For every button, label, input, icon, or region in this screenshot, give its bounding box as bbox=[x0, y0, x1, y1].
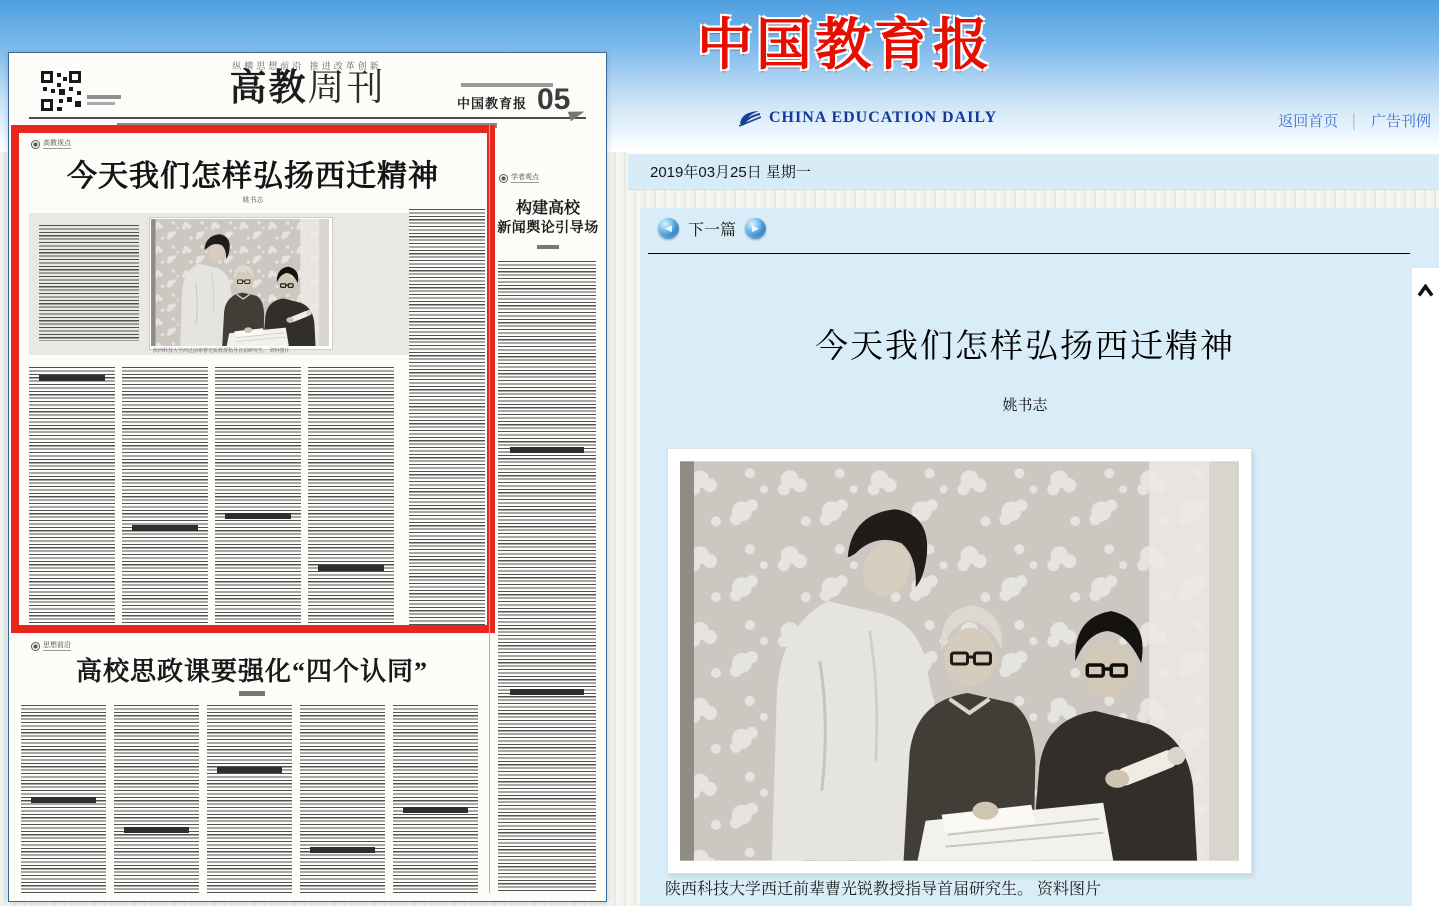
article-photo bbox=[667, 448, 1252, 874]
text-column bbox=[409, 209, 485, 625]
link-separator: │ bbox=[1350, 112, 1359, 129]
qr-caption-line2 bbox=[87, 102, 115, 105]
column-subhead bbox=[510, 447, 584, 453]
column-subhead bbox=[217, 767, 282, 773]
column-subhead bbox=[31, 797, 96, 803]
side-article-headline-line2: 新闻舆论引导场 bbox=[497, 221, 599, 236]
text-column bbox=[215, 367, 301, 625]
article-panel bbox=[640, 208, 1439, 906]
text-column bbox=[114, 705, 199, 893]
second-article-author-line bbox=[239, 691, 265, 696]
column-tag bbox=[31, 139, 71, 149]
article-photo-caption: 陕西科技大学西迁前辈曹光锐教授指导首届研究生。 资料图片 bbox=[665, 881, 1102, 898]
qr-code bbox=[39, 69, 83, 113]
date-bar bbox=[628, 152, 1439, 190]
article-title: 今天我们怎样弘扬西迁精神 bbox=[815, 329, 1235, 365]
column-tag-icon bbox=[31, 642, 40, 651]
site-logo-chinese: 中国教育报 bbox=[697, 15, 992, 77]
edition-logo: 中国教育报 bbox=[457, 96, 528, 111]
side-article-author-line bbox=[537, 245, 559, 249]
column-subhead bbox=[124, 827, 189, 833]
masthead-title-bold: 高教 bbox=[229, 67, 308, 108]
masthead-rule bbox=[29, 117, 586, 119]
column-tag-icon bbox=[499, 174, 508, 183]
column-tag bbox=[499, 173, 539, 183]
masthead-title-light: 周刊 bbox=[307, 67, 386, 108]
site-logo-english: CHINA EDUCATION DAILY bbox=[769, 109, 998, 126]
newspaper-page[interactable] bbox=[8, 52, 607, 902]
right-edge-strip bbox=[1412, 268, 1439, 906]
column-subhead bbox=[225, 513, 290, 519]
newspaper-photo bbox=[149, 217, 333, 350]
newspaper-photo-caption: 陕西科技大学西迁前辈曹光锐教授指导首届研究生。 资料图片 bbox=[153, 348, 290, 354]
article-nav bbox=[658, 217, 766, 240]
lead-text-column bbox=[39, 225, 139, 341]
column-tag-label: 学者观点 bbox=[511, 173, 539, 183]
column-subhead bbox=[39, 375, 104, 381]
article-author: 姚书志 bbox=[1002, 398, 1048, 414]
column-tag bbox=[31, 641, 71, 651]
side-article-headline-line1: 构建高校 bbox=[515, 200, 580, 217]
column-subhead bbox=[310, 847, 375, 853]
nav-divider-line bbox=[648, 253, 1410, 254]
scroll-top-icon[interactable] bbox=[1417, 284, 1434, 297]
masthead-kicker: 纵横思想前沿 推进改革创新 bbox=[232, 61, 382, 71]
header-links bbox=[1278, 110, 1431, 131]
text-column bbox=[21, 705, 106, 893]
newspaper-photo-image bbox=[151, 219, 329, 346]
next-article-button[interactable] bbox=[745, 218, 766, 239]
text-column bbox=[207, 705, 292, 893]
next-article-label[interactable]: 下一篇 bbox=[688, 222, 737, 239]
page-number: 05 bbox=[537, 83, 571, 116]
featured-author: 姚书志 bbox=[242, 197, 264, 204]
home-link[interactable]: 返回首页 bbox=[1278, 113, 1339, 130]
next-arrow-icon: ▶ bbox=[752, 223, 759, 233]
column-subhead bbox=[403, 807, 468, 813]
prev-article-button[interactable] bbox=[658, 218, 679, 239]
column-tag-label: 思想前沿 bbox=[43, 641, 71, 651]
text-column bbox=[393, 705, 478, 893]
site-logo-english-row bbox=[737, 108, 997, 128]
column-tag-label: 高教视点 bbox=[43, 139, 71, 149]
highlighted-article-region[interactable] bbox=[11, 125, 495, 633]
ad-rates-link[interactable]: 广告刊例 bbox=[1370, 113, 1431, 130]
column-subhead bbox=[132, 525, 197, 531]
column-subhead bbox=[318, 565, 383, 571]
column-divider bbox=[489, 125, 490, 893]
text-column bbox=[498, 261, 596, 893]
prev-arrow-icon: ◀ bbox=[665, 223, 672, 233]
featured-headline: 今天我们怎样弘扬西迁精神 bbox=[67, 160, 439, 193]
column-tag-icon bbox=[31, 140, 40, 149]
text-column bbox=[29, 367, 115, 625]
text-column bbox=[122, 367, 208, 625]
qr-caption-line bbox=[87, 95, 121, 99]
lead-panel bbox=[29, 213, 409, 355]
article-photo-image bbox=[680, 461, 1239, 861]
text-column bbox=[308, 367, 394, 625]
logo-swoosh-icon bbox=[737, 108, 763, 128]
text-column bbox=[300, 705, 385, 893]
date-text: 2019年03月25日 星期一 bbox=[650, 164, 811, 181]
column-subhead bbox=[510, 689, 584, 695]
second-article-headline: 高校思政课要强化“四个认同” bbox=[75, 657, 428, 686]
